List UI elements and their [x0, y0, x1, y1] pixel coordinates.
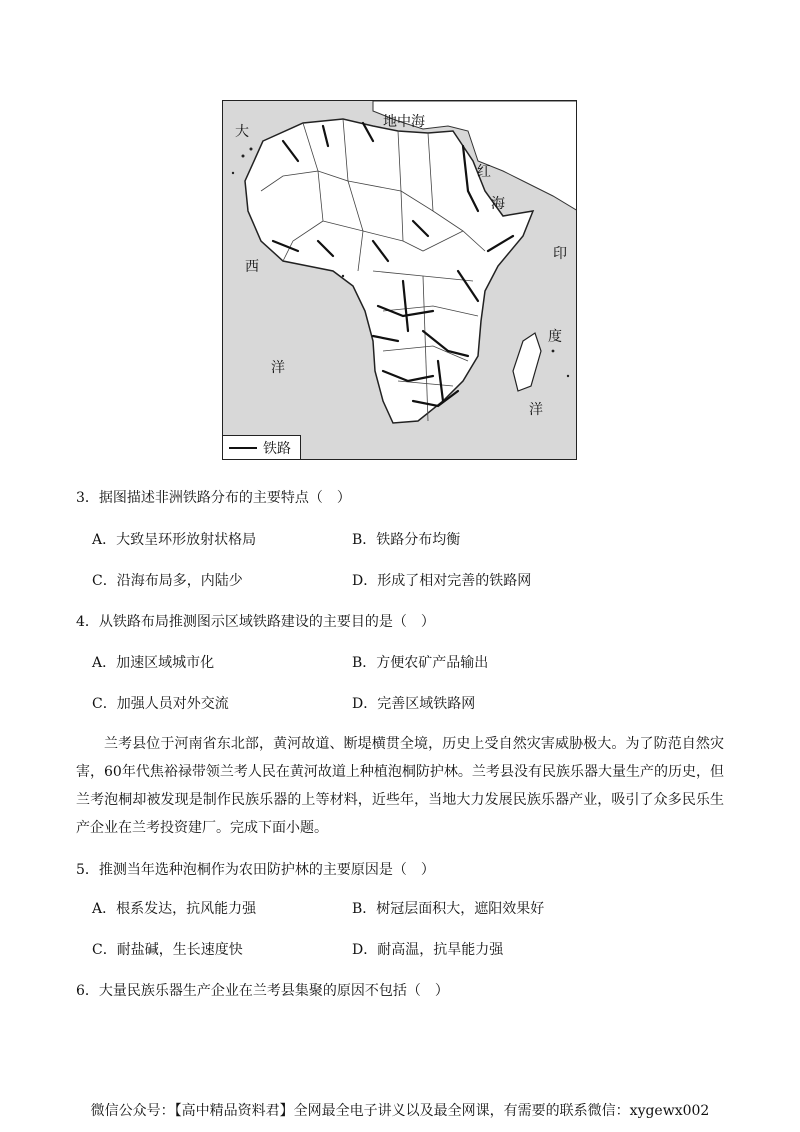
- map-label-red-sea-hong: 红: [477, 164, 491, 180]
- madagascar: [513, 333, 541, 391]
- question-4-option-b[interactable]: B．方便农矿产品输出: [352, 655, 489, 671]
- question-4-option-c[interactable]: C．加强人员对外交流: [92, 696, 229, 712]
- map-legend: [223, 435, 301, 459]
- footer-notice: 微信公众号：【高中精品资料君】全网最全电子讲义以及最全网课，有需要的联系微信：xygewx002: [90, 1103, 710, 1119]
- question-6-stem: 6．大量民族乐器生产企业在兰考县集聚的原因不包括（ ）: [76, 983, 449, 999]
- map-label-du: 度: [548, 329, 562, 345]
- question-3-option-d[interactable]: D．形成了相对完善的铁路网: [352, 573, 532, 589]
- legend-label: 铁路: [263, 440, 291, 457]
- question-4-option-a[interactable]: A．加速区域城市化: [92, 655, 215, 671]
- question-4-option-d[interactable]: D．完善区域铁路网: [352, 696, 476, 712]
- map-label-yin: 印: [553, 246, 567, 262]
- africa-map-drawing: [223, 101, 577, 460]
- map-label-da: 大: [235, 124, 249, 140]
- map-label-xi: 西: [245, 259, 259, 275]
- map-label-mediterranean: 地中海: [383, 114, 425, 130]
- question-5-option-c[interactable]: C．耐盐碱，生长速度快: [92, 942, 243, 958]
- question-3-option-b[interactable]: B．铁路分布均衡: [352, 532, 461, 548]
- question-5-stem: 5．推测当年选种泡桐作为农田防护林的主要原因是（ ）: [76, 862, 435, 878]
- question-3-stem: 3．据图描述非洲铁路分布的主要特点（ ）: [76, 490, 351, 506]
- question-3-option-c[interactable]: C．沿海布局多，内陆少: [92, 573, 243, 589]
- question-5-option-a[interactable]: A．根系发达，抗风能力强: [92, 901, 257, 917]
- map-label-red-sea-hai: 海: [491, 196, 505, 212]
- map-label-yang-left: 洋: [271, 360, 285, 376]
- africa-railway-map: [222, 100, 577, 460]
- question-4-stem: 4．从铁路布局推测图示区域铁路建设的主要目的是（ ）: [76, 614, 435, 630]
- map-label-yang-right: 洋: [529, 402, 543, 418]
- question-3-option-a[interactable]: A．大致呈环形放射状格局: [92, 532, 257, 548]
- question-5-option-b[interactable]: B．树冠层面积大，遮阳效果好: [352, 901, 545, 917]
- railway-legend-line: [229, 447, 257, 449]
- question-5-option-d[interactable]: D．耐高温，抗旱能力强: [352, 942, 504, 958]
- reading-passage: 兰考县位于河南省东北部，黄河故道、断堤横贯全境，历史上受自然灾害威胁极大。为了防范自然灾害，60年代焦裕禄带领兰考人民在黄河故道上种植泡桐防护林。兰考县没有民族乐器大量生产的历史，但兰考泡桐却被发现是制作民族乐器的上等材料，近些年，当地大力发展民族乐器产业，吸引了众多民乐生产企业在兰考投资建厂。完成下面小题。: [76, 736, 724, 836]
